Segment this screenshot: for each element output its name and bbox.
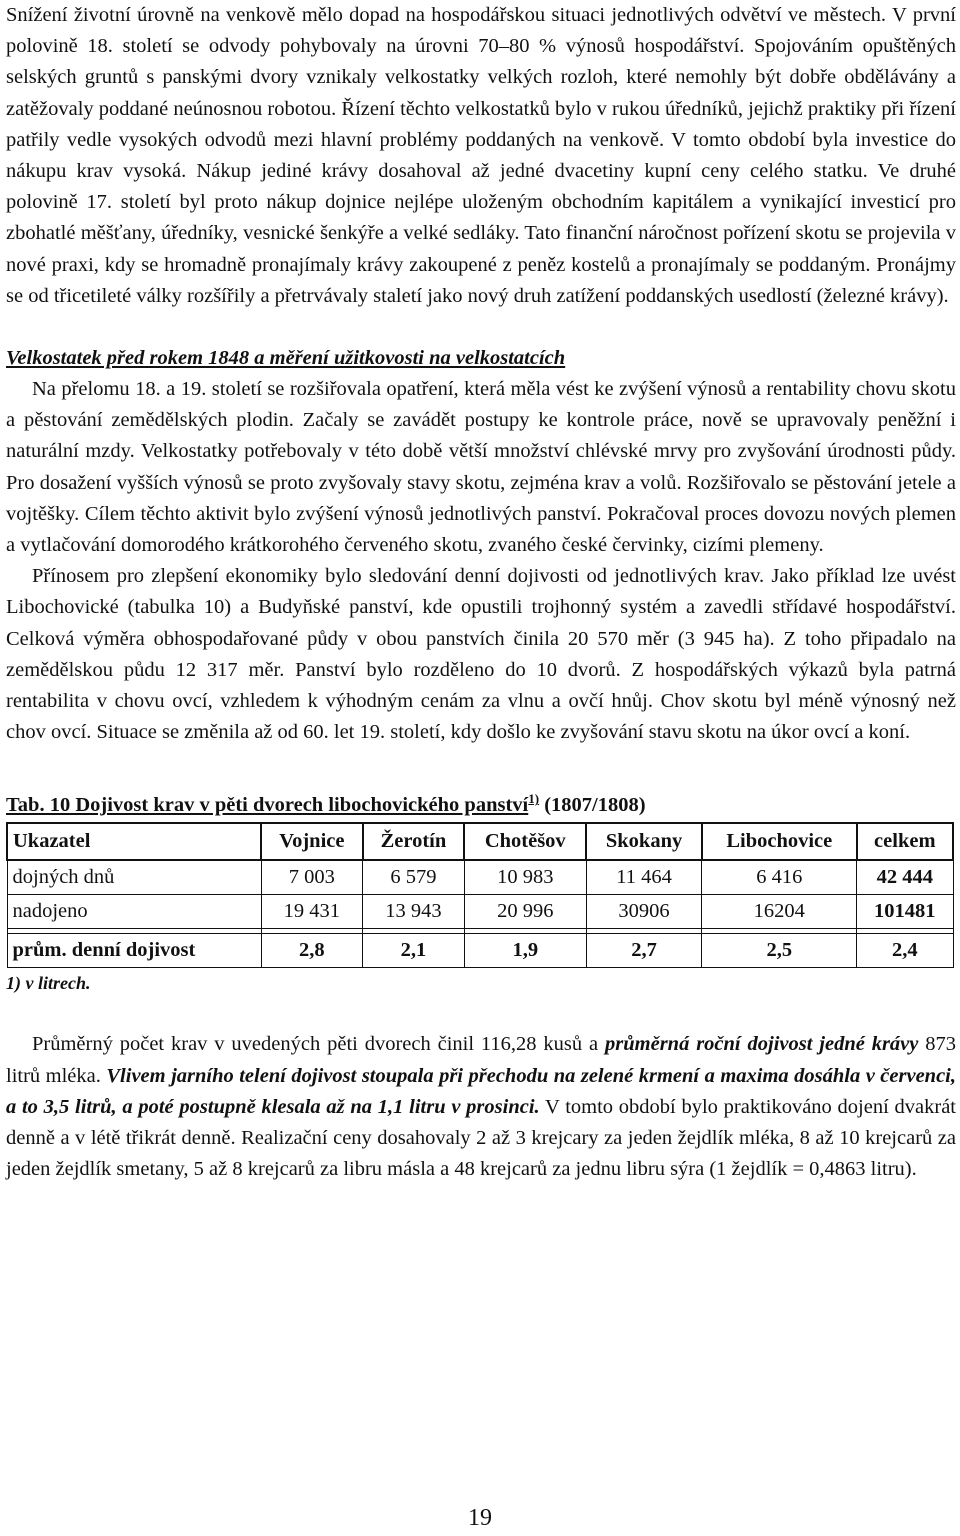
paragraph-measures: Na přelomu 18. a 19. století se rozšiřovala opatření, která měla vést ke zvýšení výnosů a rentability chovu skotu a pěstování zemědělských plodin. Začaly se zavádět postupy ke kontrole práce, nově se upravovaly peněžní i naturální mzdy. Velkostatky potřebovaly v této době větší množství chlévské mrvy pro zvyšování úrodnosti půdy. Pro dosažení vyšších výnosů se proto zvyšovaly stavy skotu, zejména krav a volů. Rozšiřovalo se pěstování jetele a vojtěšky. Cílem těchto aktivit bylo zvýšení výnosů jednotlivých panství. Pokračoval proces dovozu nových plemen a vytlačování domorodého krátkorohého červeného skotu, zvaného české červinky, cizími plemeny. — [6, 378, 956, 557]
table-cell: nadojeno — [7, 895, 261, 929]
header-cell: Ukazatel — [7, 823, 261, 860]
closing-text: V tomto období bylo praktikováno dojení dvakrát denně a v létě třikrát denně. Realizační ceny dosahovaly 2 až 3 krejcary za jeden žejdlík mléka, 8 až 10 krejcarů za jeden žejdlík smetany, 5 až 8 krejcarů za libru másla a 48 krejcarů za jednu libru sýra (1 žejdlík = 0,4863 litru). — [6, 1095, 956, 1181]
table-row — [7, 860, 953, 895]
section-heading: Velkostatek před rokem 1848 a měření užitkovosti na velkostatcích — [6, 347, 566, 370]
header-cell: Chotěšov — [464, 823, 586, 860]
header-cell: Skokany — [586, 823, 702, 860]
table-cell: 13 943 — [363, 895, 465, 929]
table-caption-main: Tab. 10 Dojivost krav v pěti dvorech libochovického panství — [6, 794, 529, 817]
header-cell: Vojnice — [261, 823, 362, 860]
page-number: 19 — [468, 1505, 492, 1531]
table-cell: 2,8 — [261, 934, 362, 968]
table-cell: 16204 — [702, 895, 857, 929]
table-row — [7, 895, 953, 929]
table-cell: 6 416 — [702, 860, 857, 895]
header-cell: celkem — [857, 823, 953, 860]
paragraph-milk-yield: Přínosem pro zlepšení ekonomiky bylo sledování denní dojivosti od jednotlivých krav. Jako příklad lze uvést Libochovické (tabulka 10) a Budyňské panství, kde opustili trojhonný systém a zavedli střídavé hospodářství. Celková výměra obhospodařované půdy v obou panstvích činila 20 570 měr (3 945 ha). Z toho připadalo na zemědělskou půdu 12 317 měr. Panství bylo rozděleno do 10 dvorů. Z hospodářských výkazů byla patrná rentabilita v chovu ovcí, vzhledem k výhodným cenám za vlnu a ovčí hnůj. Chov skotu byl méně výnosný než chov ovcí. Situace se změnila až od 60. let 19. století, kdy došlo ke zvyšování stavu skotu na úkor ovcí a koní. — [6, 565, 956, 744]
table-caption — [6, 784, 956, 820]
table-cell: 7 003 — [261, 860, 362, 895]
table-cell: 19 431 — [261, 895, 362, 929]
milk-yield-table — [6, 822, 954, 968]
table-cell: 2,5 — [702, 934, 857, 968]
table-cell: dojných dnů — [7, 860, 261, 895]
paragraph-closing — [6, 1029, 956, 1185]
table-caption-footnote-mark: 1) — [528, 791, 540, 807]
table-cell: 2,1 — [363, 934, 465, 968]
paragraph-intro: Snížení životní úrovně na venkově mělo dopad na hospodářskou situaci jednotlivých odvětví ve městech. V první polovině 18. století se odvody pohybovaly na úrovni 70–80 % výnosů hospodářství. Spojováním opuštěných selských gruntů s panskými dvory vznikaly velkostatky velkých rozloh, které nemohly být dobře obdělávány a zatěžovaly poddané neúnosnou robotou. Řízení těchto velkostatků bylo v rukou úředníků, jejichž praktiky při řízení patřily vedle vysokých odvodů mezi hlavní problémy poddaných na venkově. V tomto období byla investice do nákupu krav vysoká. Nákup jediné krávy dosahoval až jedné dvacetiny kupní ceny celého statku. Ve druhé polovině 17. století byl proto nákup dojnice nejlépe uloženým obchodním kapitálem a vynikající investicí pro zbohatlé měšťany, úředníky, vesnické šenkýře a velké sedláky. Tato finanční náročnost pořízení skotu se projevila v nové praxi, kdy se hromadně pronajímaly krávy zakoupené z peněz kostelů a pronajímaly se poddaným. Pronájmy se od třicetileté války rozšířily a přetrvávaly staletí jako nový druh zatížení poddanských usedlostí (železné krávy). — [6, 4, 956, 307]
table-row — [7, 934, 953, 968]
table-cell-total: 42 444 — [857, 860, 953, 895]
closing-text: Průměrný počet krav v uvedených pěti dvorech činil 116,28 kusů a — [32, 1033, 606, 1056]
table-cell: 20 996 — [464, 895, 586, 929]
table-cell: 11 464 — [586, 860, 702, 895]
table-cell: prům. denní dojivost — [7, 934, 261, 968]
table-cell-total: 101481 — [857, 895, 953, 929]
table-header-row — [7, 823, 953, 860]
header-cell: Žerotín — [363, 823, 465, 860]
table-cell: 1,9 — [464, 934, 586, 968]
document-page — [6, 0, 956, 1185]
closing-emphasis: Vlivem jarního telení dojivost stoupala při přechodu na zelené krmení a maxima dosáhla v červenci, a to 3,5 litrů, a poté postupně klesala až na 1,1 litru v prosinci. — [6, 1064, 956, 1118]
closing-emphasis: průměrná roční dojivost jedné krávy — [605, 1033, 919, 1056]
table-cell: 2,4 — [857, 934, 953, 968]
closing-text: 873 litrů mléka. — [6, 1033, 957, 1087]
table-caption-period: (1807/1808) — [539, 794, 646, 817]
table-cell: 2,7 — [586, 934, 702, 968]
table-footnote: 1) v litrech. — [6, 973, 91, 994]
table-cell: 6 579 — [363, 860, 465, 895]
table-cell: 10 983 — [464, 860, 586, 895]
table-cell: 30906 — [586, 895, 702, 929]
header-cell: Libochovice — [702, 823, 857, 860]
